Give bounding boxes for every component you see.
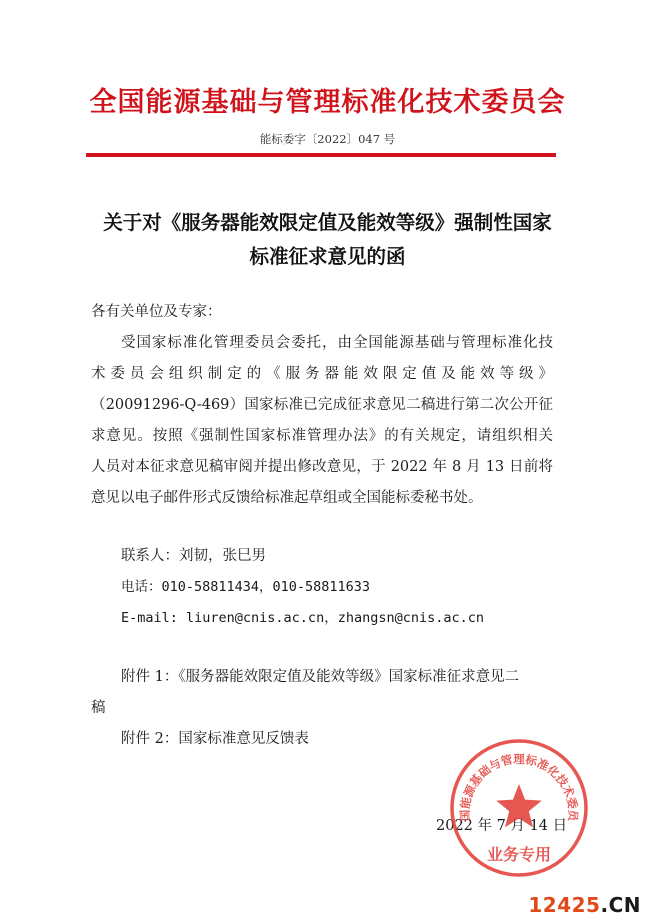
contact-phone: 电话：010-58811434，010-58811633 — [121, 579, 371, 595]
doc-number: 能标委字〔2022〕047 号 — [259, 132, 396, 146]
seal-star-icon — [496, 784, 542, 827]
attachment-2: 附件 2：国家标准意见反馈表 — [121, 731, 309, 747]
attachment-1-line-1: 附件 1：《服务器能效限定值及能效等级》国家标准征求意见二 — [121, 669, 520, 685]
site-watermark-logo — [528, 893, 641, 917]
salutation: 各有关单位及专家： — [91, 304, 222, 320]
logo-suffix: .CN — [600, 893, 641, 917]
attachment-1-line-2: 稿 — [91, 700, 106, 716]
doc-title-line-1: 关于对《服务器能效限定值及能效等级》强制性国家 — [103, 211, 552, 234]
body-line-2: 术委员会组织制定的《服务器能效限定值及能效等级》 — [91, 366, 553, 382]
contact-person: 联系人：刘韧，张巳男 — [121, 548, 266, 564]
seal-ring-text: 国能源基础与管理标准化技术委员 — [457, 752, 581, 822]
seal-bottom-text: 业务专用 — [486, 845, 552, 864]
body-line-4: 求意见。按照《强制性国家标准管理办法》的有关规定，请组织相关 — [91, 428, 553, 444]
seal-graphic — [448, 737, 590, 879]
official-seal — [448, 737, 590, 879]
doc-title-line-2: 标准征求意见的函 — [249, 245, 406, 268]
logo-number: 12425 — [528, 893, 601, 917]
red-divider — [86, 153, 556, 157]
issue-date: 2022 年 7 月 14 日 — [436, 818, 568, 834]
contact-email: E-mail: liuren@cnis.ac.cn，zhangsn@cnis.ac.cn — [121, 610, 484, 626]
org-title: 全国能源基础与管理标准化技术委员会 — [89, 87, 566, 118]
body-line-1: 受国家标准化管理委员会委托，由全国能源基础与管理标准化技 — [121, 335, 553, 351]
body-line-3: （20091296-Q-469）国家标准已完成征求意见二稿进行第二次公开征 — [91, 397, 553, 413]
body-line-6: 意见以电子邮件形式反馈给标准起草组或全国能标委秘书处。 — [91, 490, 483, 506]
body-line-5: 人员对本征求意见稿审阅并提出修改意见，于 2022 年 8 月 13 日前将 — [91, 459, 553, 475]
